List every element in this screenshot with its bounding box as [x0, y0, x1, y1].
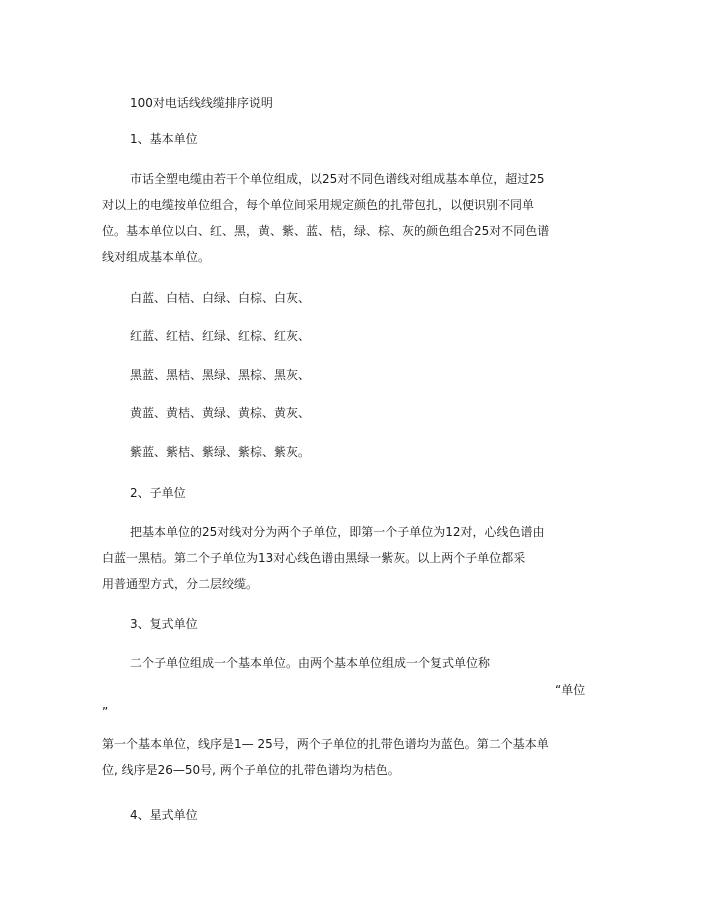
color-row: 紫蓝、紫桔、紫绿、紫棕、紫灰。	[130, 445, 311, 459]
section-2-line: 用普通型方式，分二层绞缆。	[102, 577, 259, 591]
section-3-line: 二个子单位组成一个基本单位。由两个基本单位组成一个复式单位称	[130, 656, 491, 670]
section-2-line: 白蓝一黑桔。第二个子单位为13对心线色谱由黑绿一紫灰。以上两个子单位都采	[102, 551, 526, 565]
section-1-line: 线对组成基本单位。	[102, 250, 211, 264]
color-row: 白蓝、白桔、白绿、白棕、白灰、	[130, 291, 311, 305]
document-title: 100对电话线线缆排序说明	[130, 96, 273, 110]
section-1-line: 对以上的电缆按单位组合，每个单位间采用规定颜色的扎带包扎，以便识别不同单	[102, 198, 535, 212]
section-1-line: 市话全塑电缆由若干个单位组成，以25对不同色谱线对组成基本单位，超过25	[130, 172, 545, 186]
section-3-line: 位, 线序是26—50号, 两个子单位的扎带色谱均为桔色。	[102, 763, 400, 777]
section-3-line: “单位	[555, 683, 586, 697]
section-1-heading: 1、基本单位	[130, 132, 198, 146]
section-3-line: ”	[102, 705, 109, 719]
section-2-heading: 2、子单位	[130, 486, 186, 500]
color-row: 黄蓝、黄桔、黄绿、黄棕、黄灰、	[130, 406, 311, 420]
color-row: 黑蓝、黑桔、黑绿、黑棕、黑灰、	[130, 368, 311, 382]
section-3-line: 第一个基本单位，线序是1— 25号，两个子单位的扎带色谱均为蓝色。第二个基本单	[102, 737, 549, 751]
section-3-heading: 3、复式单位	[130, 617, 198, 631]
section-4-heading: 4、星式单位	[130, 808, 198, 822]
color-row: 红蓝、红桔、红绿、红棕、红灰、	[130, 329, 311, 343]
section-1-line: 位。基本单位以白、红、黑，黄、紫、蓝、桔，绿、棕、灰的颜色组合25对不同色谱	[102, 224, 550, 238]
section-2-line: 把基本单位的25对线对分为两个子单位，即第一个子单位为12对，心线色谱由	[130, 525, 545, 539]
